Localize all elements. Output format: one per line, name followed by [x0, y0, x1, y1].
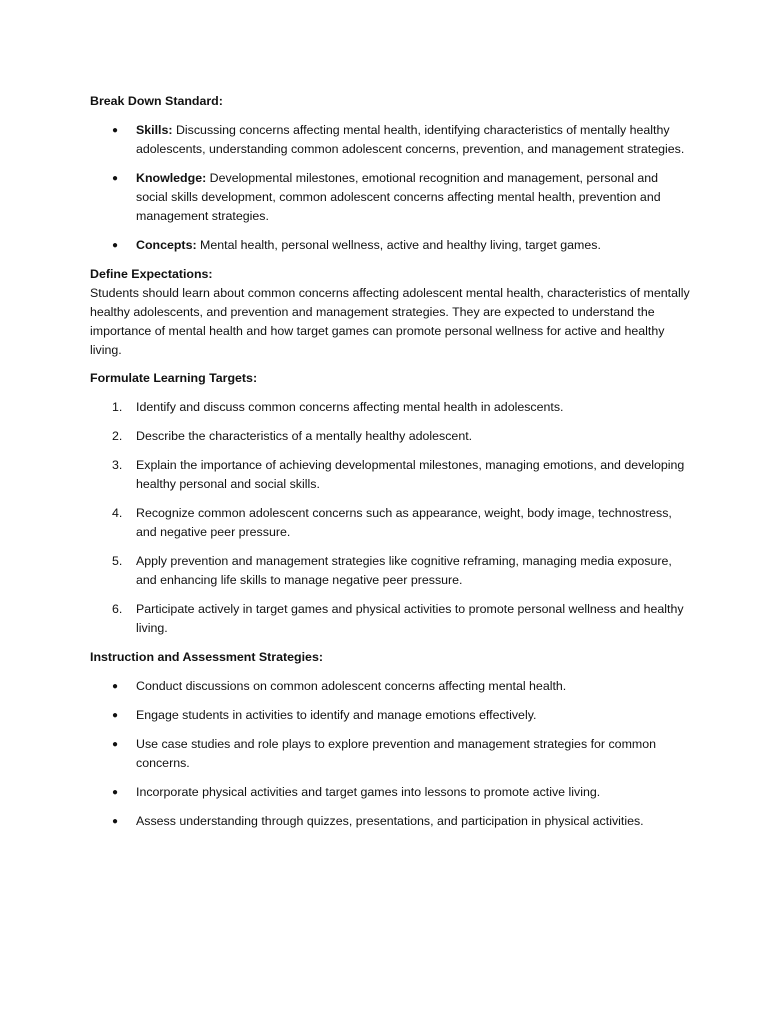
list-item: [90, 456, 690, 494]
document-content: [90, 92, 690, 841]
expectations-body: Students should learn about common concerns affecting adolescent mental health, characteristics of mentally healthy adolescents, and prevention and management strategies. They are expected to understand the importance of mental health and how target games can promote personal wellness for active and healthy living.: [90, 286, 690, 357]
bullet-icon: ●: [112, 710, 119, 721]
bullet-icon: ●: [112, 816, 119, 827]
item-number: 3.: [112, 458, 123, 472]
item-text: Mental health, personal wellness, active and healthy living, target games.: [196, 238, 601, 252]
list-item: [90, 121, 690, 159]
list-item: [90, 552, 690, 590]
list-item: [90, 783, 690, 802]
targets-list: [90, 398, 690, 638]
item-number: 5.: [112, 554, 123, 568]
item-text: Assess understanding through quizzes, presentations, and participation in physical activities.: [136, 814, 644, 828]
list-item: [90, 236, 690, 255]
list-item: [90, 427, 690, 446]
item-text: Incorporate physical activities and target games into lessons to promote active living.: [136, 785, 601, 799]
bullet-icon: ●: [112, 173, 119, 184]
list-item: [90, 600, 690, 638]
targets-heading: Formulate Learning Targets:: [90, 371, 258, 385]
bullet-icon: ●: [112, 125, 119, 136]
breakdown-heading: Break Down Standard:: [90, 94, 223, 108]
item-text: Identify and discuss common concerns affecting mental health in adolescents.: [136, 400, 564, 414]
item-text: Engage students in activities to identify and manage emotions effectively.: [136, 708, 537, 722]
item-text: Explain the importance of achieving developmental milestones, managing emotions, and developing healthy personal and social skills.: [136, 458, 685, 491]
item-number: 2.: [112, 429, 123, 443]
strategies-list: [90, 677, 690, 831]
item-number: 4.: [112, 506, 123, 520]
item-text: Describe the characteristics of a mentally healthy adolescent.: [136, 429, 473, 443]
item-number: 6.: [112, 602, 123, 616]
expectations-heading: Define Expectations:: [90, 267, 213, 281]
list-item: [90, 677, 690, 696]
item-text: Developmental milestones, emotional recognition and management, personal and social skills development, common adolescent concerns affecting mental health, prevention and management strategies.: [136, 171, 661, 223]
item-number: 1.: [112, 400, 123, 414]
list-item: [90, 169, 690, 226]
item-text: Participate actively in target games and physical activities to promote personal wellness and healthy living.: [136, 602, 684, 635]
item-text: Discussing concerns affecting mental health, identifying characteristics of mentally healthy adolescents, understanding common adolescent concerns, prevention, and management strategies.: [136, 123, 685, 156]
bullet-icon: ●: [112, 681, 119, 692]
bullet-icon: ●: [112, 739, 119, 750]
item-text: Apply prevention and management strategies like cognitive reframing, managing media exposure, and enhancing life skills to manage negative peer pressure.: [136, 554, 672, 587]
item-text: Conduct discussions on common adolescent concerns affecting mental health.: [136, 679, 567, 693]
list-item: [90, 398, 690, 417]
bullet-icon: ●: [112, 240, 119, 251]
list-item: [90, 706, 690, 725]
item-text: Recognize common adolescent concerns such as appearance, weight, body image, technostress, and negative peer pressure.: [136, 506, 672, 539]
item-label: Concepts:: [136, 238, 197, 252]
breakdown-list: [90, 121, 690, 255]
list-item: [90, 504, 690, 542]
list-item: [90, 735, 690, 773]
strategies-heading: Instruction and Assessment Strategies:: [90, 650, 323, 664]
item-label: Skills:: [136, 123, 173, 137]
list-item: [90, 812, 690, 831]
item-text: Use case studies and role plays to explore prevention and management strategies for common concerns.: [136, 737, 657, 770]
item-label: Knowledge:: [136, 171, 207, 185]
bullet-icon: ●: [112, 787, 119, 798]
